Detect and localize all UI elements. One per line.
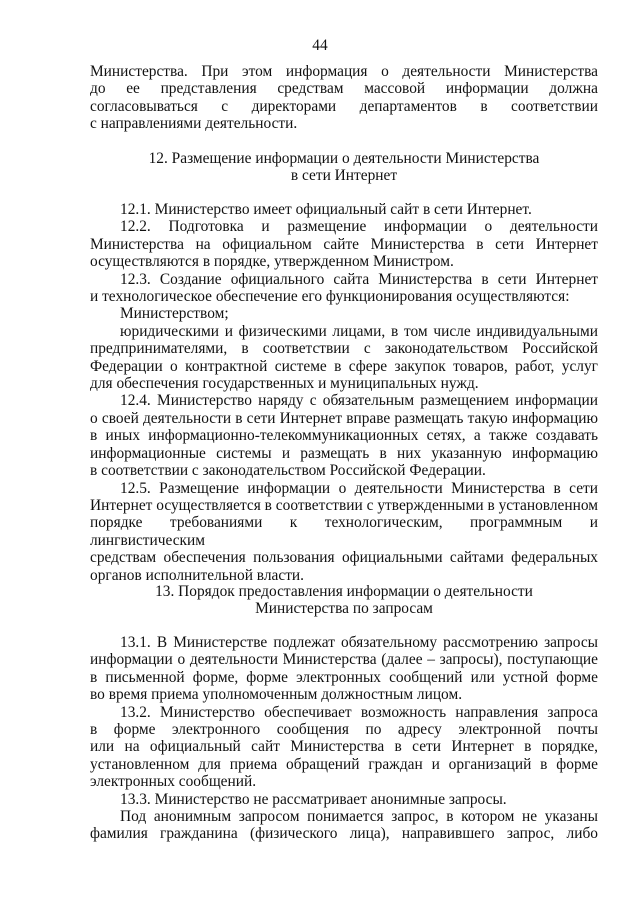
text-line: установленном для приема обращений граждан и организаций в форме <box>90 755 598 773</box>
text-line: с направлениями деятельности. <box>90 115 298 133</box>
text-line: 12.5. Размещение информации о деятельности Министерства в сети <box>120 479 598 497</box>
text-line: предпринимателями, в соответствии с законодательством Российской <box>90 340 598 358</box>
text-line: о своей деятельности в сети Интернет вправе размещать такую информацию <box>90 409 598 427</box>
text-line: Федерации о контрактной системе в сфере закупок товаров, работ, услуг <box>90 357 598 375</box>
text-line: осуществляются в порядке, утвержденном Министром. <box>90 253 454 271</box>
text-line: 12.3. Создание официального сайта Министерства в сети Интернет <box>120 270 598 288</box>
page-number: 44 <box>312 37 328 54</box>
text-line: в соответствии с законодательством Российской Федерации. <box>90 462 486 480</box>
text-line: в форме электронного сообщения по адресу электронной почты <box>90 721 598 739</box>
text-line: во время приема уполномоченным должностным лицом. <box>90 686 463 704</box>
section-12-body <box>90 201 598 584</box>
text-line: порядке требованиями к технологическим, программным и лингвистическим <box>90 514 598 549</box>
text-line: информационные системы и размещать в них указанную информацию <box>90 444 598 462</box>
text-line: 12.1. Министерство имеет официальный сайт в сети Интернет. <box>120 201 532 218</box>
heading-line: 13. Порядок предоставления информации о деятельности <box>155 583 533 600</box>
text-line: 12.4. Министерство наряду с обязательным размещением информации <box>120 392 598 410</box>
text-line: Министерства на официальном сайте Министерства в сети Интернет <box>90 235 598 253</box>
heading-line: Министерства по запросам <box>255 600 433 618</box>
heading-line: в сети Интернет <box>290 167 398 185</box>
text-line: органов исполнительной власти. <box>90 566 305 584</box>
text-line: Министерством; <box>120 305 229 323</box>
text-line: в письменной форме, форме электронных сообщений или устной форме <box>90 668 598 686</box>
text-line: в иных информационно-телекоммуникационных сетях, а также создавать <box>90 427 598 445</box>
text-line: 13.2. Министерство обеспечивает возможность направления запроса <box>120 703 598 721</box>
section-13-body <box>90 634 598 843</box>
text-line: или на официальный сайт Министерства в сети Интернет в порядке, <box>90 738 598 756</box>
intro-paragraph <box>90 63 598 133</box>
text-line: для обеспечения государственных и муниципальных нужд. <box>90 375 479 393</box>
text-line: 13.3. Министерство не рассматривает анонимные запросы. <box>120 790 507 808</box>
text-line: электронных сообщений. <box>90 773 257 791</box>
text-line: до ее представления средствам массовой информации должна <box>90 80 598 98</box>
text-line: фамилия гражданина (физического лица), направившего запрос, либо <box>90 825 598 843</box>
text-line: Интернет осуществляется в соответствии с утвержденными в установленном <box>90 496 598 514</box>
heading-line: 12. Размещение информации о деятельности Министерства <box>148 150 540 167</box>
text-line: 12.2. Подготовка и размещение информации о деятельности <box>120 218 598 236</box>
text-line: согласовываться с директорами департаментов в соответствии <box>90 97 598 115</box>
section-13-heading <box>90 583 598 618</box>
text-line: Министерства. При этом информация о деятельности Министерства <box>90 63 598 80</box>
text-line: юридическими и физическими лицами, в том числе индивидуальными <box>120 322 598 340</box>
text-line: 13.1. В Министерстве подлежат обязательному рассмотрению запросы <box>120 634 598 651</box>
section-12-heading <box>90 150 598 185</box>
text-line: и технологическое обеспечение его функционирования осуществляются: <box>90 288 570 306</box>
text-line: информации о деятельности Министерства (далее – запросы), поступающие <box>90 651 598 669</box>
text-line: средствам обеспечения пользования официальными сайтами федеральных <box>90 549 598 567</box>
text-line: Под анонимным запросом понимается запрос, в котором не указаны <box>120 808 598 826</box>
